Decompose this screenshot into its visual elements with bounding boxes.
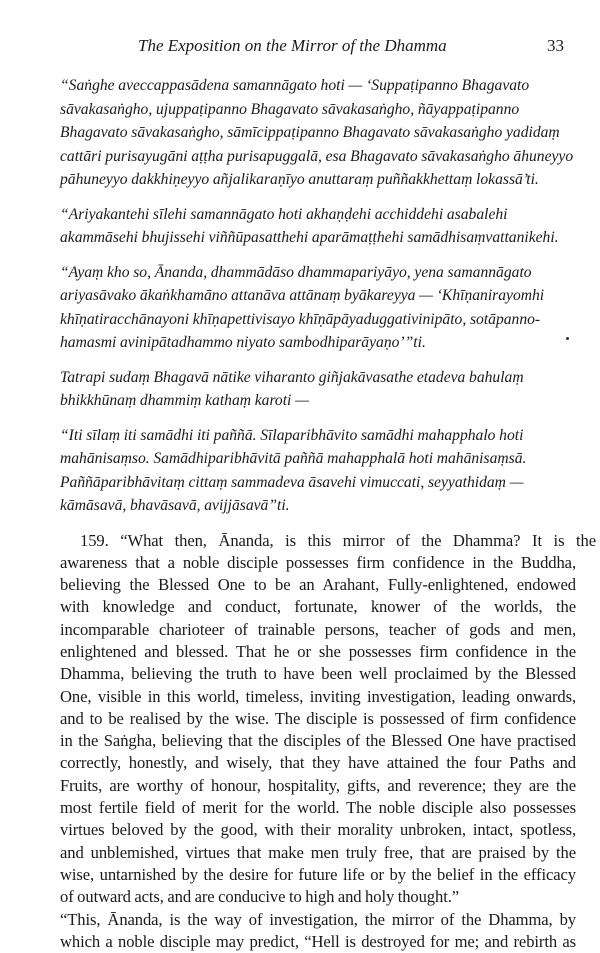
prose-line: virtues beloved by the good, with their morality unbroken, intact, spotless, (60, 820, 576, 840)
prose-line: believing the Blessed One to be an Arahant, Fully-enlightened, endowed (60, 575, 576, 595)
prose-line: enlightened and blessed. That he or she possesses firm confidence in the (60, 641, 576, 661)
prose-line: awareness that a noble disciple possesses firm confidence in the Buddha, (60, 552, 576, 572)
prose-line: with knowledge and conduct, fortunate, knower of the worlds, the (60, 597, 576, 617)
pali-passage (60, 261, 576, 355)
pali-line: sāvakasaṅgho, ujuppaṭipanno Bhagavato sāvakasaṅgho, ñāyappaṭipanno (60, 100, 520, 118)
prose-line: and unblemished, virtues that make men truly free, that are praised by the (60, 842, 576, 862)
pali-line: cattāri purisayugāni aṭṭha purisapuggalā, esa Bhagavato sāvakasaṅgho āhuneyyo (60, 147, 574, 165)
pali-line: “Ariyakantehi sīlehi samannāgato hoti akhaṇḍehi acchiddehi asabalehi (60, 205, 508, 223)
pali-line: kāmāsavā, bhavāsavā, avijjāsavā”ti. (60, 497, 290, 514)
pali-line: pāhuneyyo dakkhiṇeyyo añjalikaraṇīyo anuttaraṃ puññakkhettaṃ lokassā’ti. (60, 171, 539, 188)
pali-line: Bhagavato sāvakasaṅgho, sāmīcippaṭipanno Bhagavato sāvakasaṅgho yadidaṃ (60, 124, 560, 141)
pali-line: akammāsehi bhujissehi viññūpasatthehi aparāmaṭṭhehi samādhisaṃvattanikehi. (60, 229, 559, 246)
pali-line: “Iti sīlaṃ iti samādhi iti paññā. Sīlaparibhāvito samādhi mahapphalo hoti (60, 426, 524, 444)
prose-line: most fertile field of merit for the world. The noble disciple also possesses (60, 798, 576, 818)
running-title: The Exposition on the Mirror of the Dhamma (138, 36, 447, 55)
pali-line: hamasmi avinipātadhammo niyato sambodhiparāyaṇo’”ti. (60, 334, 426, 351)
pali-passage (60, 74, 576, 192)
prose-line: incomparable charioteer of trainable persons, teacher of gods and men, (60, 619, 576, 639)
prose-paragraph (60, 530, 596, 909)
pali-line: ariyasāvako ākaṅkhamāno attanāva attānaṃ byākareyya — ‘Khīṇanirayomhi (60, 287, 545, 304)
prose-line: of outward acts, and are conducive to high and holy thought.” (60, 887, 460, 907)
pali-passage (60, 424, 576, 518)
prose-line: One, visible in this world, timeless, inviting investigation, leading onwards, (60, 686, 576, 706)
pali-line: Tatrapi sudaṃ Bhagavā nātike viharanto giñjakāvasathe etadeva bahulaṃ (60, 368, 524, 386)
prose-paragraph (60, 909, 576, 953)
pali-line: Paññāparibhāvitaṃ cittaṃ sammadeva āsavehi vimuccati, seyyathidaṃ — (60, 473, 524, 491)
prose-line: and to be realised by the wise. The disciple is possessed of firm confidence (60, 708, 576, 728)
prose-line: Fruits, are worthy of honour, hospitality, gifts, and reverence; they are the (60, 775, 576, 795)
stray-dot-mark (566, 337, 569, 340)
pali-passage (60, 203, 576, 250)
prose-line: 159. “What then, Ānanda, is this mirror of the Dhamma? It is the (80, 530, 596, 550)
pali-line: bhikkhūnaṃ dhammiṃ kathaṃ karoti — (60, 392, 309, 409)
page-number: 33 (547, 36, 564, 55)
running-head (60, 34, 576, 58)
pali-line: “Ayaṃ kho so, Ānanda, dhammādāso dhammapariyāyo, yena samannāgato (60, 263, 532, 281)
prose-line: Dhamma, believing the truth to have been well proclaimed by the Blessed (60, 664, 576, 684)
pali-line: khīṇatiracchānayoni khīṇapettivisayo khīṇāpāyaduggativinipāto, sotāpanno- (60, 310, 541, 328)
pali-passage (60, 366, 576, 413)
pali-line: “Saṅghe aveccappasādena samannāgato hoti — ‘Suppaṭipanno Bhagavato (60, 77, 530, 94)
prose-line: in the Saṅgha, believing that the disciples of the Blessed One have practised (60, 731, 576, 751)
prose-line: wise, untarnished by the desire for future life or by the belief in the efficacy (60, 864, 576, 884)
prose-line: correctly, honestly, and wisely, that they have attained the four Paths and (60, 753, 576, 773)
prose-line: “This, Ānanda, is the way of investigation, the mirror of the Dhamma, by (60, 909, 576, 929)
pali-line: mahānisaṃso. Samādhiparibhāvitā paññā mahapphalā hoti mahānisaṃsā. (60, 450, 527, 467)
prose-line: which a noble disciple may predict, “Hell is destroyed for me; and rebirth as (60, 931, 576, 951)
